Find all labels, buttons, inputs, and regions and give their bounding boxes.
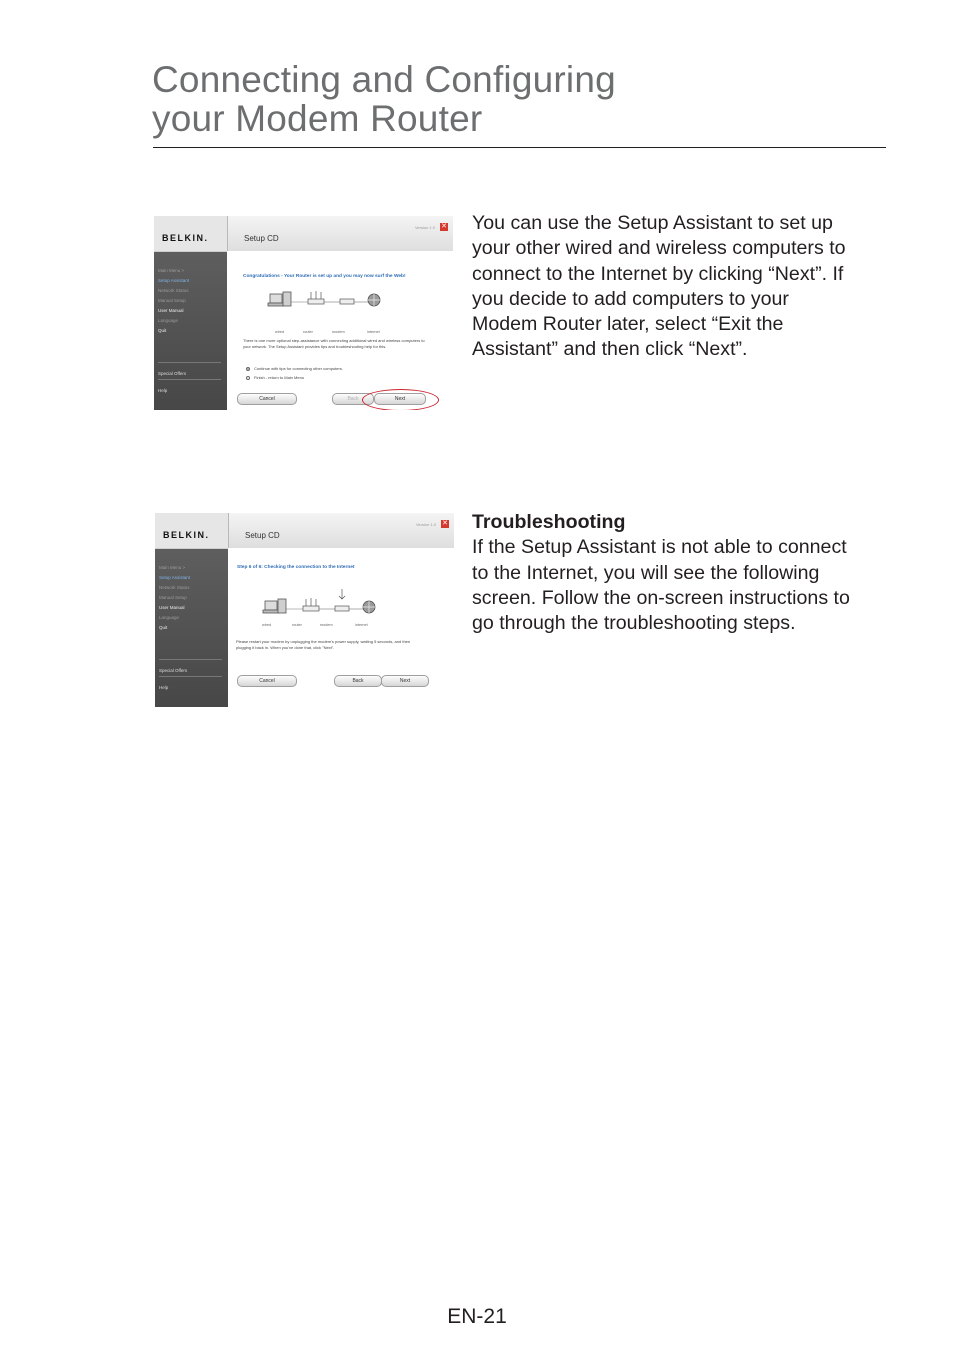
diagram-label-modem: modem bbox=[332, 330, 345, 334]
next-button[interactable]: Next bbox=[381, 675, 429, 687]
page-title-line-1: Connecting and Configuring bbox=[152, 59, 616, 100]
diagram-label-internet: internet bbox=[367, 330, 380, 334]
close-icon[interactable]: ✕ bbox=[442, 520, 448, 527]
sidebar-menu bbox=[158, 266, 189, 336]
sidebar-item-quit[interactable]: Quit bbox=[159, 625, 168, 630]
sidebar-item-language[interactable]: Language bbox=[159, 615, 180, 620]
router-icon bbox=[308, 291, 324, 304]
sidebar-divider bbox=[158, 362, 221, 363]
diagram-label-router: router bbox=[292, 623, 302, 627]
app-title: Setup CD bbox=[244, 234, 279, 243]
belkin-logo: BELKIN. bbox=[163, 530, 210, 540]
network-diagram bbox=[264, 288, 392, 328]
logo-bar bbox=[155, 513, 228, 549]
option-finish-label: Finish - return to Main Menu bbox=[254, 375, 305, 380]
sidebar-item-special-offers[interactable]: Special Offers bbox=[159, 668, 188, 673]
step-heading: Step 6 of 6: Checking the connection to the Internet bbox=[237, 565, 355, 570]
step-description: There is one more optional step-assistance with connecting additional wired and wireless computers to your network. The Setup Assistant provides tips and troubleshooting help for this. bbox=[243, 338, 425, 349]
sidebar-item-help[interactable]: Help bbox=[159, 685, 169, 690]
radio-icon[interactable] bbox=[246, 376, 250, 380]
cancel-button[interactable]: Cancel bbox=[237, 675, 297, 687]
step-description: Please restart your modem by unplugging the modem's power supply, waiting 5 seconds, and then plugging it back in. When you've done that, click "Next". bbox=[236, 639, 411, 650]
globe-icon bbox=[368, 294, 380, 306]
sidebar-item-main-menu[interactable]: Main Menu > bbox=[159, 565, 186, 570]
sidebar bbox=[154, 252, 227, 410]
diagram-label-wired: wired bbox=[262, 623, 272, 627]
next-button-highlight-circle bbox=[362, 389, 439, 410]
globe-icon bbox=[363, 601, 375, 613]
app-title: Setup CD bbox=[245, 531, 280, 540]
section-troubleshooting bbox=[472, 510, 852, 636]
option-continue[interactable] bbox=[246, 366, 343, 371]
sidebar-item-user-manual[interactable]: User Manual bbox=[158, 308, 184, 313]
sidebar-item-special-offers[interactable]: Special Offers bbox=[158, 371, 187, 376]
version-label: Version 1.0 bbox=[415, 522, 436, 527]
sidebar-item-main-menu[interactable]: Main Menu > bbox=[158, 268, 185, 273]
sidebar-item-language[interactable]: Language bbox=[158, 318, 179, 323]
section-setup-assistant bbox=[472, 211, 852, 363]
page-title bbox=[152, 60, 616, 138]
computer-icon bbox=[263, 599, 286, 613]
cancel-button[interactable]: Cancel bbox=[237, 393, 297, 405]
network-diagram bbox=[259, 587, 387, 627]
router-icon bbox=[303, 598, 319, 611]
setup-assistant-screenshot-congratulations bbox=[154, 216, 453, 410]
sidebar-menu bbox=[159, 563, 190, 633]
radio-selected-icon[interactable] bbox=[246, 367, 250, 371]
option-finish[interactable] bbox=[246, 375, 304, 380]
page-title-line-2: your Modem Router bbox=[152, 98, 483, 139]
step-heading: Congratulations - Your Router is set up and you may now surf the Web! bbox=[243, 274, 406, 279]
sidebar-item-user-manual[interactable]: User Manual bbox=[159, 605, 185, 610]
setup-assistant-screenshot-troubleshooting bbox=[155, 513, 454, 707]
belkin-logo: BELKIN. bbox=[162, 233, 209, 243]
diagram-label-modem: modem bbox=[320, 623, 333, 627]
modem-icon bbox=[335, 606, 349, 611]
sidebar-divider bbox=[158, 379, 221, 380]
sidebar-divider bbox=[159, 676, 222, 677]
title-divider bbox=[153, 147, 886, 148]
computer-icon bbox=[268, 292, 291, 306]
sidebar-item-network-status[interactable]: Network Status bbox=[158, 288, 189, 293]
content-pane bbox=[229, 549, 454, 707]
diagram-label-router: router bbox=[303, 330, 313, 334]
sidebar-item-setup-assistant[interactable]: Setup Assistant bbox=[159, 575, 191, 580]
window-header bbox=[227, 216, 453, 251]
back-button[interactable]: Back bbox=[334, 675, 382, 687]
next-button[interactable]: Next bbox=[374, 393, 426, 405]
back-button[interactable]: Back bbox=[332, 393, 374, 405]
close-icon[interactable]: ✕ bbox=[441, 223, 447, 230]
diagram-label-wired: wired bbox=[275, 330, 285, 334]
sidebar-item-help[interactable]: Help bbox=[158, 388, 168, 393]
option-continue-label: Continue with tips for connecting other computers. bbox=[254, 366, 343, 371]
sidebar bbox=[155, 549, 228, 707]
version-label: Version 1.0 bbox=[414, 225, 435, 230]
content-pane bbox=[228, 252, 453, 410]
sidebar-item-manual-setup[interactable]: Manual Setup bbox=[158, 298, 186, 303]
section-setup-assistant-text: You can use the Setup Assistant to set up your other wired and wireless computers to connect to the Internet by clicking “Next”. If you decide to add computers to your Modem Router later, select “Exit the Assistant” and then click “Next”. bbox=[472, 212, 846, 361]
section-troubleshooting-heading: Troubleshooting bbox=[472, 511, 626, 533]
window-header bbox=[228, 513, 454, 548]
sidebar-divider bbox=[159, 659, 222, 660]
arrow-down-icon bbox=[339, 589, 345, 599]
sidebar-item-setup-assistant[interactable]: Setup Assistant bbox=[158, 278, 190, 283]
sidebar-item-manual-setup[interactable]: Manual Setup bbox=[159, 595, 187, 600]
diagram-label-internet: internet bbox=[355, 623, 368, 627]
logo-bar bbox=[154, 216, 227, 252]
page-number: EN-21 bbox=[447, 1305, 507, 1328]
section-troubleshooting-text: If the Setup Assistant is not able to connect to the Internet, you will see the following screen. Follow the on-screen instructions to go through the troubleshooting steps. bbox=[472, 536, 850, 635]
sidebar-item-network-status[interactable]: Network Status bbox=[159, 585, 190, 590]
modem-icon bbox=[340, 299, 354, 304]
sidebar-item-quit[interactable]: Quit bbox=[158, 328, 167, 333]
